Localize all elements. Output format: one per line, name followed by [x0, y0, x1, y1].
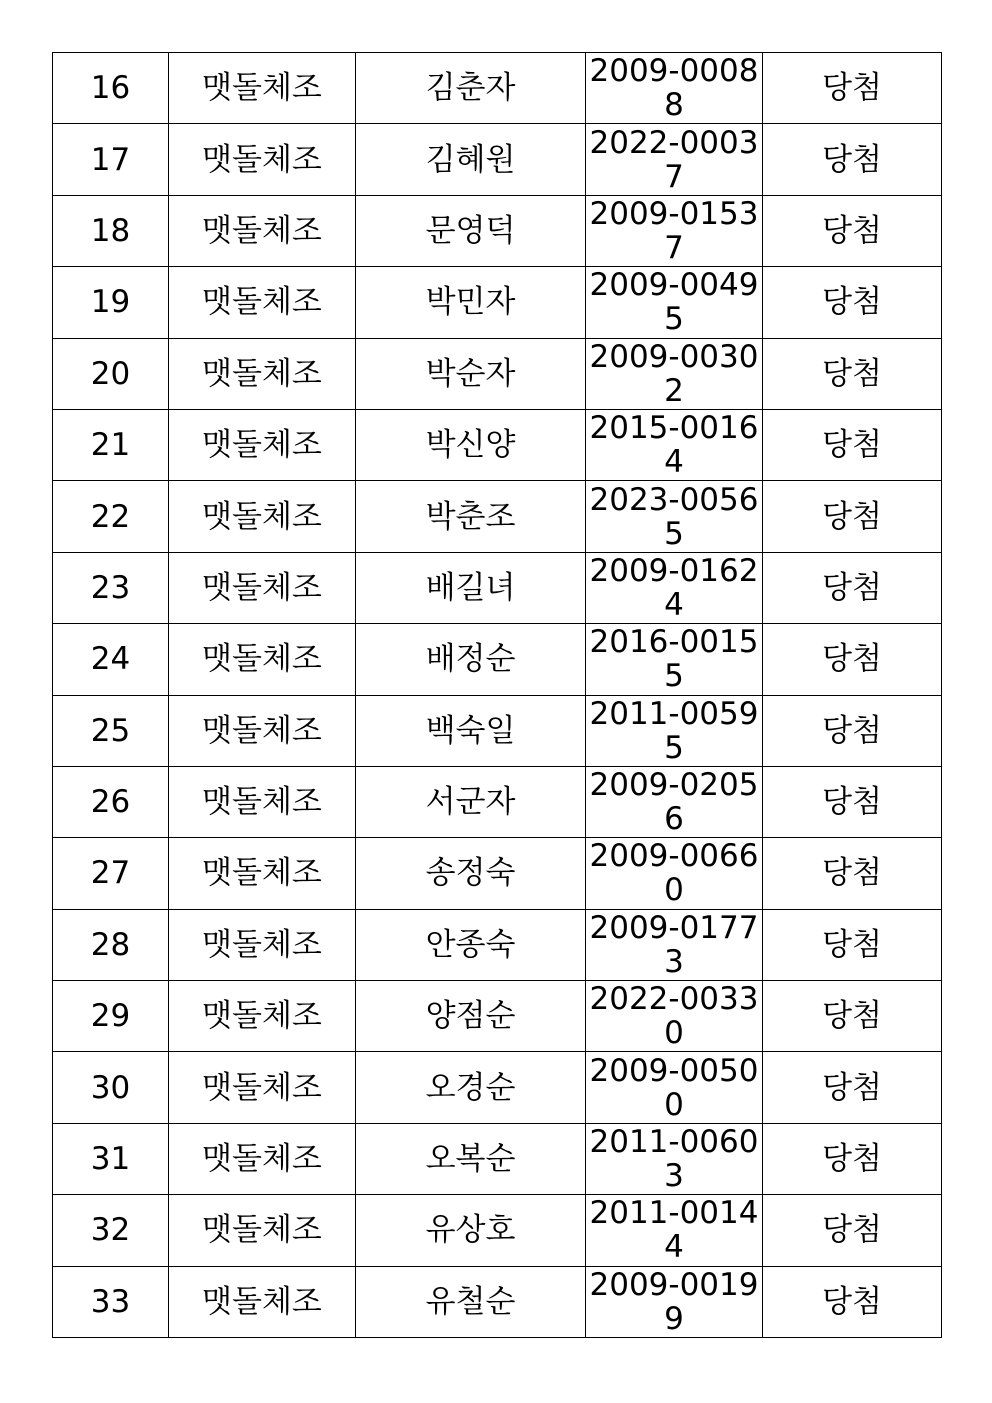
- result-status: 당첨: [763, 195, 942, 266]
- result-status: 당첨: [763, 267, 942, 338]
- result-status: 당첨: [763, 53, 942, 124]
- result-status: 당첨: [763, 552, 942, 623]
- result-status: 당첨: [763, 624, 942, 695]
- table-row: [53, 1123, 942, 1194]
- table-row: [53, 409, 942, 480]
- person-name: 배길녀: [356, 552, 586, 623]
- person-name: 김춘자: [356, 53, 586, 124]
- row-number: 29: [53, 981, 169, 1052]
- member-id: 2011-00603: [586, 1123, 763, 1194]
- row-number: 33: [53, 1266, 169, 1337]
- member-id: 2015-00164: [586, 409, 763, 480]
- program-name: 맷돌체조: [169, 695, 356, 766]
- member-id: 2016-00155: [586, 624, 763, 695]
- result-status: 당첨: [763, 695, 942, 766]
- row-number: 24: [53, 624, 169, 695]
- program-name: 맷돌체조: [169, 53, 356, 124]
- person-name: 양점순: [356, 981, 586, 1052]
- table-row: [53, 909, 942, 980]
- program-name: 맷돌체조: [169, 267, 356, 338]
- table-row: [53, 838, 942, 909]
- member-id: 2009-00495: [586, 267, 763, 338]
- person-name: 박춘조: [356, 481, 586, 552]
- result-status: 당첨: [763, 409, 942, 480]
- member-id: 2009-02056: [586, 766, 763, 837]
- program-name: 맷돌체조: [169, 1052, 356, 1123]
- result-status: 당첨: [763, 481, 942, 552]
- program-name: 맷돌체조: [169, 1266, 356, 1337]
- table-row: [53, 481, 942, 552]
- result-status: 당첨: [763, 766, 942, 837]
- row-number: 23: [53, 552, 169, 623]
- row-number: 17: [53, 124, 169, 195]
- row-number: 31: [53, 1123, 169, 1194]
- table-row: [53, 124, 942, 195]
- program-name: 맷돌체조: [169, 981, 356, 1052]
- person-name: 오경순: [356, 1052, 586, 1123]
- result-status: 당첨: [763, 981, 942, 1052]
- row-number: 25: [53, 695, 169, 766]
- person-name: 유철순: [356, 1266, 586, 1337]
- program-name: 맷돌체조: [169, 409, 356, 480]
- row-number: 19: [53, 267, 169, 338]
- row-number: 32: [53, 1195, 169, 1266]
- member-id: 2009-00302: [586, 338, 763, 409]
- person-name: 박민자: [356, 267, 586, 338]
- row-number: 26: [53, 766, 169, 837]
- person-name: 박신양: [356, 409, 586, 480]
- table-row: [53, 552, 942, 623]
- member-id: 2023-00565: [586, 481, 763, 552]
- row-number: 30: [53, 1052, 169, 1123]
- member-id: 2009-01537: [586, 195, 763, 266]
- person-name: 김혜원: [356, 124, 586, 195]
- row-number: 22: [53, 481, 169, 552]
- program-name: 맷돌체조: [169, 124, 356, 195]
- row-number: 28: [53, 909, 169, 980]
- row-number: 18: [53, 195, 169, 266]
- table-row: [53, 1052, 942, 1123]
- program-name: 맷돌체조: [169, 909, 356, 980]
- member-id: 2022-00330: [586, 981, 763, 1052]
- member-id: 2009-00660: [586, 838, 763, 909]
- person-name: 문영덕: [356, 195, 586, 266]
- person-name: 송정숙: [356, 838, 586, 909]
- result-status: 당첨: [763, 1123, 942, 1194]
- table-row: [53, 981, 942, 1052]
- row-number: 27: [53, 838, 169, 909]
- program-name: 맷돌체조: [169, 552, 356, 623]
- lottery-result-table: [52, 52, 942, 1338]
- result-status: 당첨: [763, 338, 942, 409]
- program-name: 맷돌체조: [169, 1195, 356, 1266]
- result-status: 당첨: [763, 909, 942, 980]
- member-id: 2009-01624: [586, 552, 763, 623]
- table-row: [53, 766, 942, 837]
- program-name: 맷돌체조: [169, 1123, 356, 1194]
- program-name: 맷돌체조: [169, 481, 356, 552]
- result-status: 당첨: [763, 124, 942, 195]
- person-name: 박순자: [356, 338, 586, 409]
- person-name: 서군자: [356, 766, 586, 837]
- table-row: [53, 195, 942, 266]
- person-name: 백숙일: [356, 695, 586, 766]
- result-status: 당첨: [763, 1266, 942, 1337]
- table-row: [53, 695, 942, 766]
- row-number: 16: [53, 53, 169, 124]
- person-name: 오복순: [356, 1123, 586, 1194]
- program-name: 맷돌체조: [169, 195, 356, 266]
- row-number: 20: [53, 338, 169, 409]
- table-row: [53, 53, 942, 124]
- table-row: [53, 1195, 942, 1266]
- member-id: 2011-00144: [586, 1195, 763, 1266]
- program-name: 맷돌체조: [169, 338, 356, 409]
- person-name: 안종숙: [356, 909, 586, 980]
- person-name: 배정순: [356, 624, 586, 695]
- member-id: 2009-01773: [586, 909, 763, 980]
- member-id: 2022-00037: [586, 124, 763, 195]
- table-row: [53, 1266, 942, 1337]
- result-status: 당첨: [763, 1195, 942, 1266]
- result-status: 당첨: [763, 1052, 942, 1123]
- member-id: 2011-00595: [586, 695, 763, 766]
- table-body: [53, 53, 942, 1338]
- table-row: [53, 624, 942, 695]
- member-id: 2009-00199: [586, 1266, 763, 1337]
- program-name: 맷돌체조: [169, 624, 356, 695]
- row-number: 21: [53, 409, 169, 480]
- table-row: [53, 338, 942, 409]
- table-row: [53, 267, 942, 338]
- result-status: 당첨: [763, 838, 942, 909]
- program-name: 맷돌체조: [169, 838, 356, 909]
- member-id: 2009-00088: [586, 53, 763, 124]
- member-id: 2009-00500: [586, 1052, 763, 1123]
- person-name: 유상호: [356, 1195, 586, 1266]
- program-name: 맷돌체조: [169, 766, 356, 837]
